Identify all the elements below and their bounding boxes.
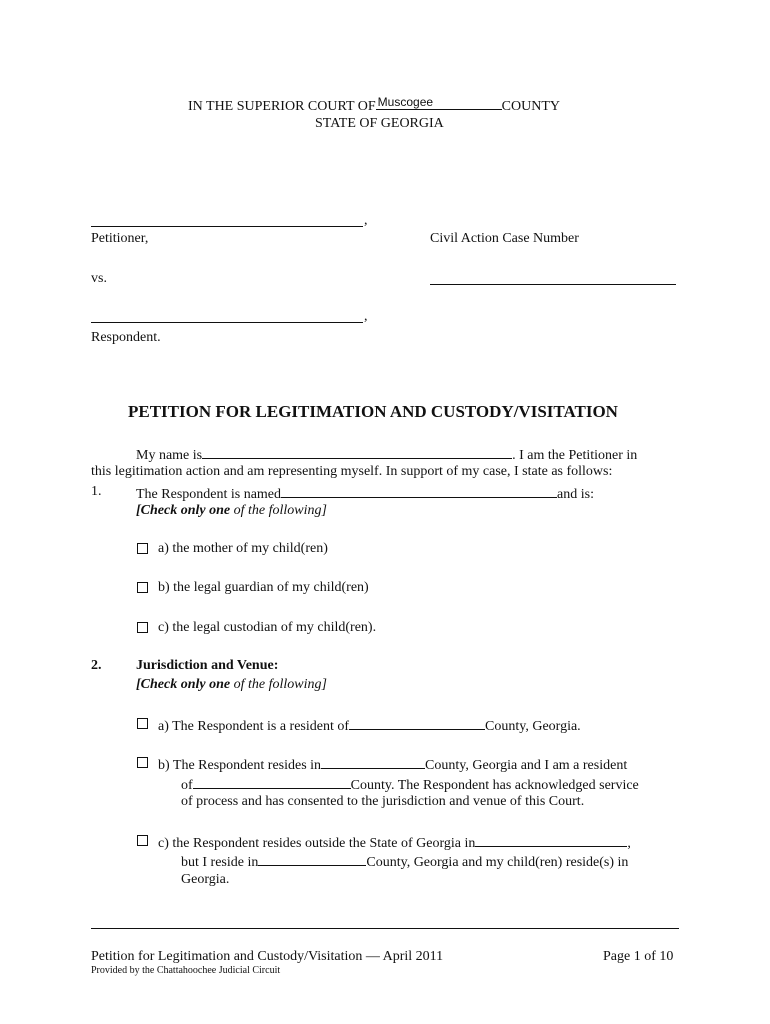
checkbox-2a[interactable] [137, 718, 148, 729]
section-2-number: 2. [91, 658, 102, 673]
check-rest: of the following] [233, 677, 327, 692]
option-2b-line2-prefix: of [181, 778, 193, 793]
court-suffix: COUNTY [501, 99, 561, 114]
respondent-name-field[interactable] [91, 322, 363, 323]
section-2-heading: Jurisdiction and Venue: [136, 658, 279, 673]
option-2a-suffix: County, Georgia. [485, 719, 581, 734]
intro-name-prefix: My name is [136, 448, 203, 463]
petitioner-label: Petitioner, [91, 231, 149, 246]
check-bold: [Check only one [136, 677, 231, 692]
state-heading: STATE OF GEORGIA [315, 116, 444, 131]
section-2-check-instruction [136, 676, 327, 694]
check-bold: [Check only one [136, 503, 231, 518]
option-2c-suffix: , [627, 836, 631, 851]
petitioner-comma: , [364, 213, 368, 228]
option-2c-line2-suffix: County, Georgia and my child(ren) reside(s) in [366, 855, 629, 870]
option-2c-line-2 [181, 851, 628, 872]
section-1-check-instruction [136, 502, 327, 520]
option-2b-line-1 [158, 754, 627, 775]
section-1-line [136, 483, 594, 504]
section-1-prefix: The Respondent is named [136, 487, 282, 502]
option-2b-suffix: County, Georgia and I am a resident [425, 758, 628, 773]
option-2c-line-1 [158, 832, 631, 853]
option-2b-prefix: b) The Respondent resides in [158, 758, 322, 773]
checkbox-1c[interactable] [137, 622, 148, 633]
option-2c-prefix: c) the Respondent resides outside the State of Georgia in [158, 836, 476, 851]
checkbox-2b[interactable] [137, 757, 148, 768]
checkbox-2c[interactable] [137, 835, 148, 846]
checkbox-1a[interactable] [137, 543, 148, 554]
vs-label: vs. [91, 271, 107, 286]
footer-left: Petition for Legitimation and Custody/Visitation — April 2011 [91, 949, 444, 964]
option-2a [158, 715, 581, 736]
section-1-suffix: and is: [557, 487, 594, 502]
check-rest: of the following] [233, 503, 327, 518]
intro-name-suffix: . I am the Petitioner in [512, 448, 638, 463]
respondent-comma: , [364, 309, 368, 324]
respondent-county-field[interactable] [349, 715, 485, 730]
petitioner-resident-county-field[interactable] [193, 774, 351, 789]
county-field[interactable] [376, 95, 502, 110]
footer-divider [91, 928, 679, 929]
option-2b-line2-suffix: County. The Respondent has acknowledged service [350, 778, 639, 793]
checkbox-1b[interactable] [137, 582, 148, 593]
court-prefix: IN THE SUPERIOR COURT OF [188, 99, 376, 114]
document-title: PETITION FOR LEGITIMATION AND CUSTODY/VISITATION [128, 402, 618, 421]
section-1-number: 1. [91, 484, 102, 499]
county-value: Muscogee [377, 95, 434, 109]
footer-page-number: Page 1 of 10 [603, 949, 674, 964]
option-2a-prefix: a) The Respondent is a resident of [158, 719, 350, 734]
option-1b: b) the legal guardian of my child(ren) [158, 580, 369, 595]
option-1a: a) the mother of my child(ren) [158, 541, 328, 556]
case-number-label: Civil Action Case Number [430, 231, 579, 246]
option-1c: c) the legal custodian of my child(ren). [158, 620, 377, 635]
case-number-field[interactable] [430, 284, 676, 285]
option-2c-line2-prefix: but I reside in [181, 855, 259, 870]
outside-state-field[interactable] [475, 832, 627, 847]
petitioner-reside-county-field[interactable] [258, 851, 366, 866]
intro-line-2: this legitimation action and am representing myself. In support of my case, I state as follows: [91, 464, 613, 479]
petitioner-full-name-field[interactable] [202, 444, 512, 459]
respondent-label: Respondent. [91, 330, 161, 345]
respondent-named-field[interactable] [281, 483, 557, 498]
option-2c-line-3: Georgia. [181, 872, 230, 887]
intro-line-1 [136, 444, 637, 465]
petitioner-name-field[interactable] [91, 226, 363, 227]
option-2b-line-2 [181, 774, 639, 795]
respondent-resides-county-field[interactable] [321, 754, 425, 769]
option-2b-line-3: of process and has consented to the jurisdiction and venue of this Court. [181, 794, 585, 809]
court-heading [188, 95, 560, 116]
footer-provided-by: Provided by the Chattahoochee Judicial Circuit [91, 965, 281, 976]
